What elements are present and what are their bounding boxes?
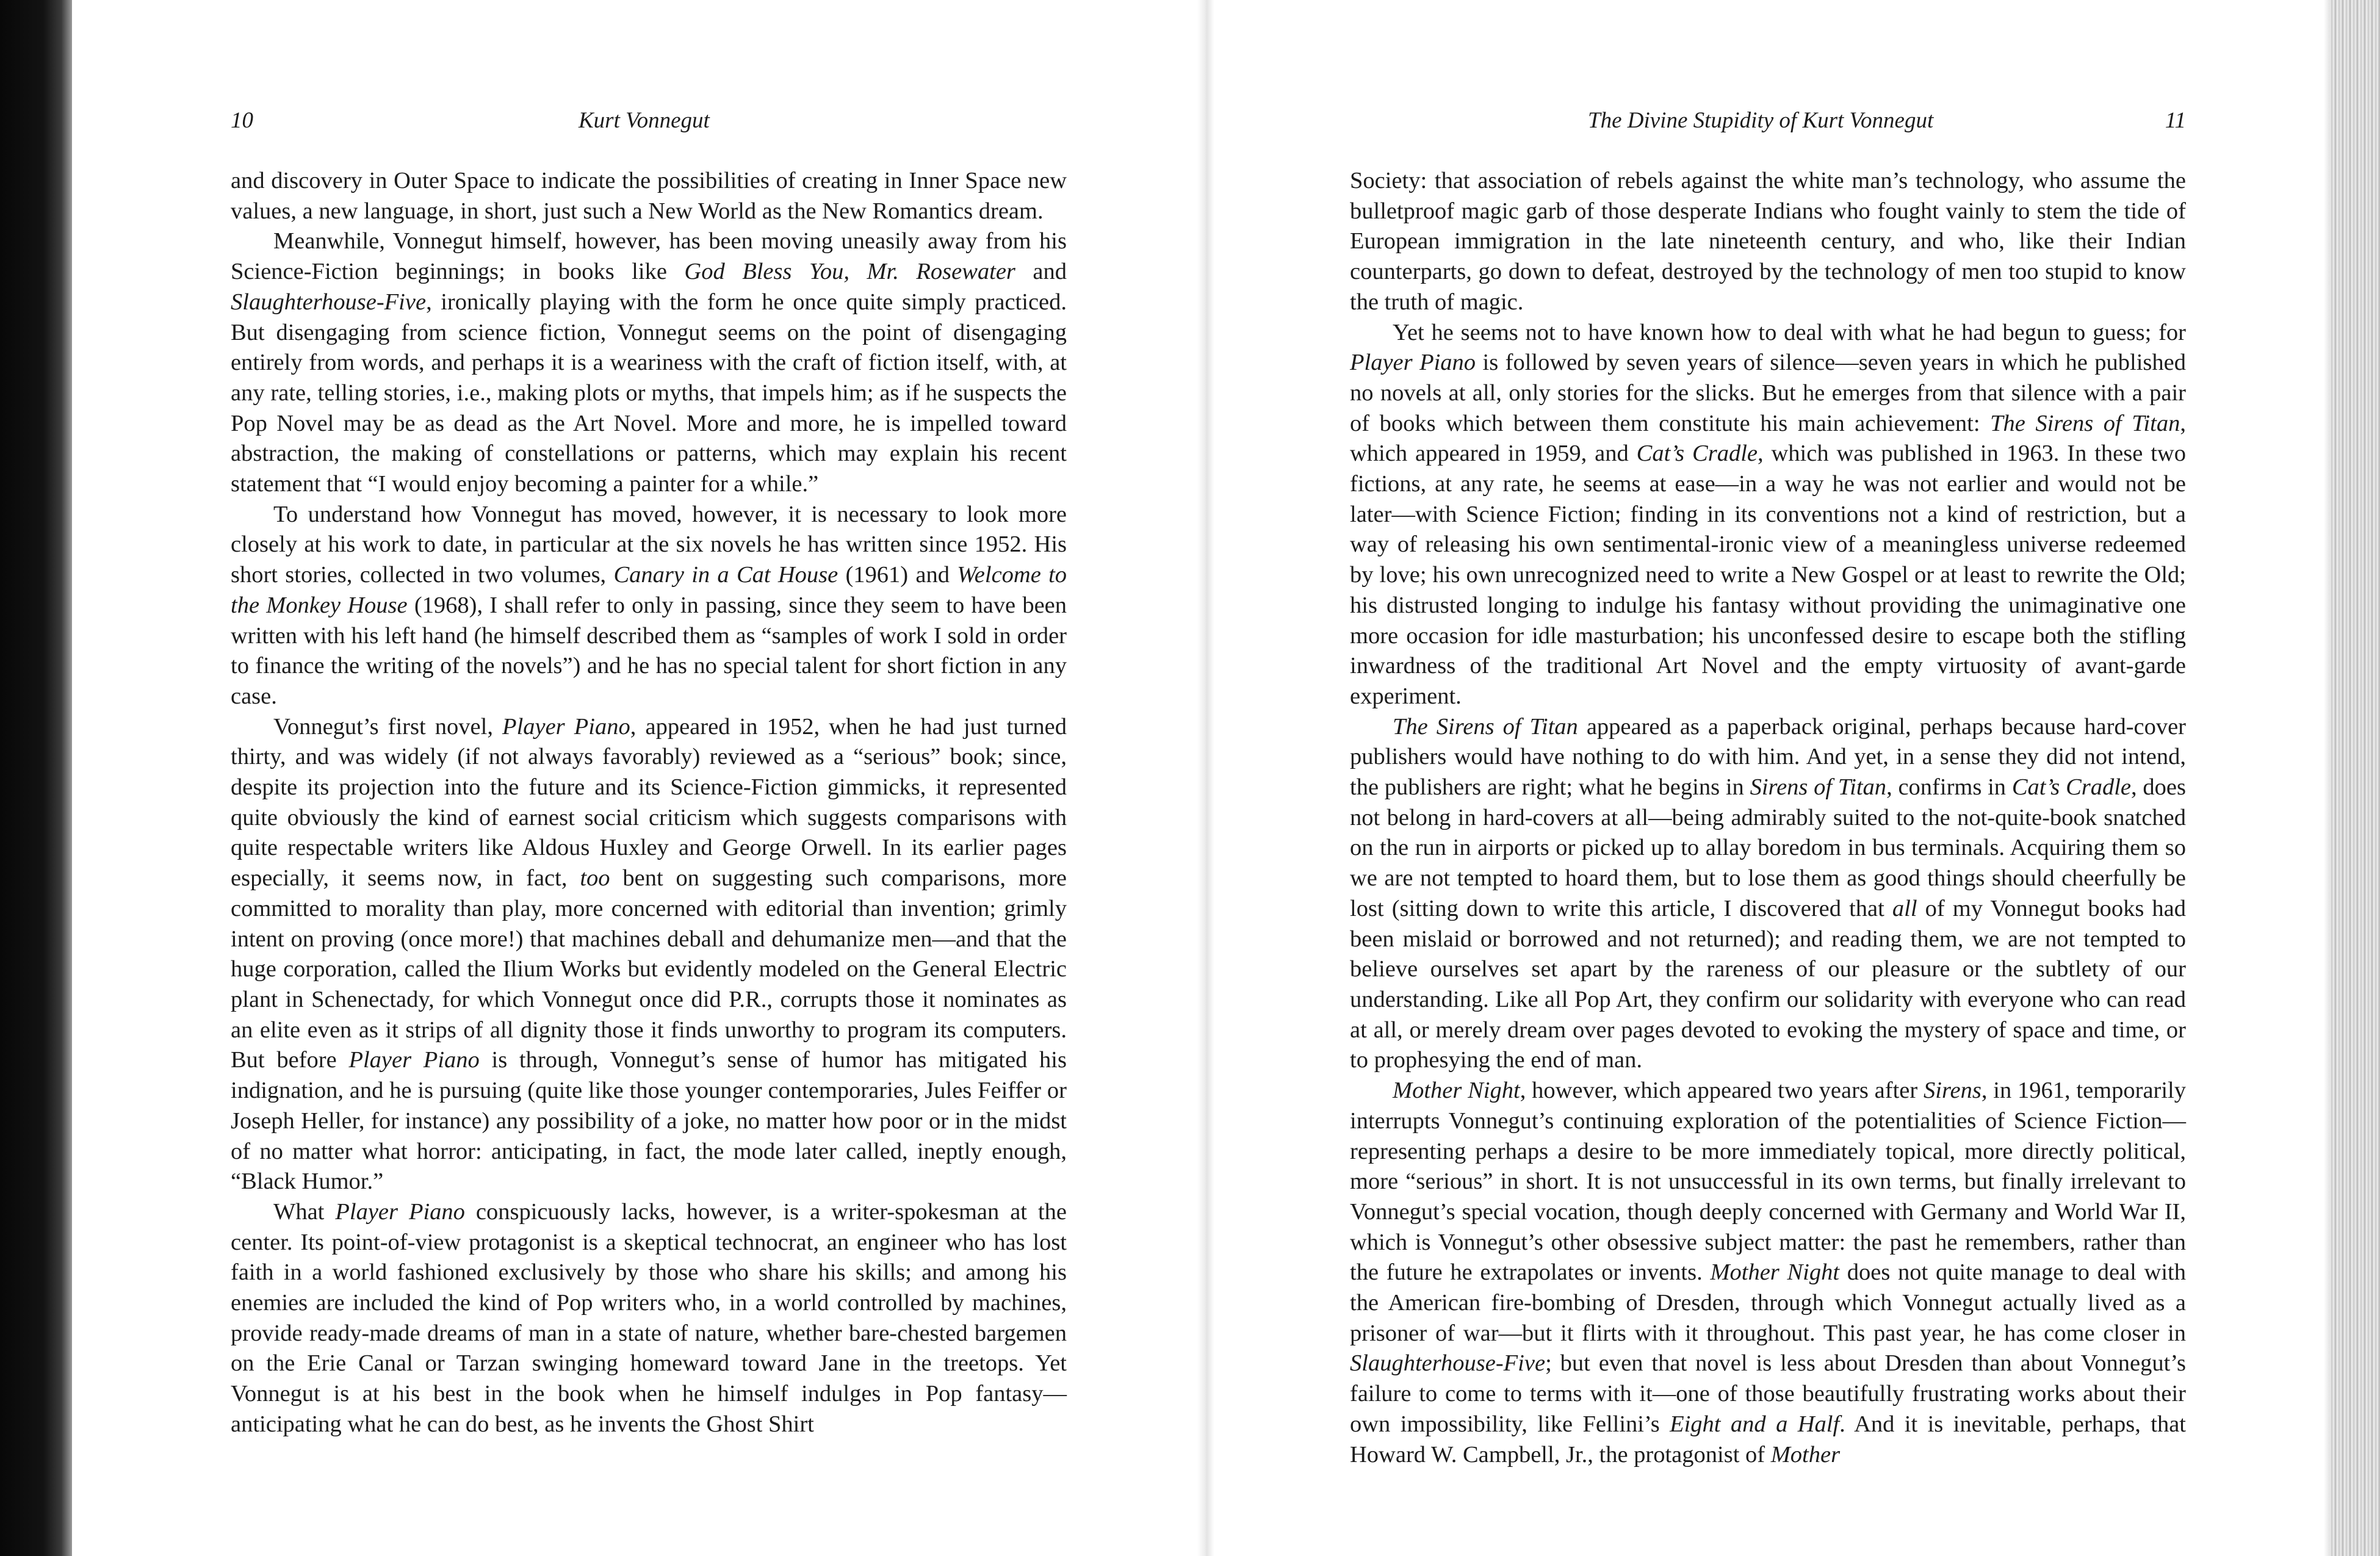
text-run: Yet he seems not to have known how to deal with what he had begun to guess; for <box>1393 319 2186 345</box>
italic-title: Player Piano <box>335 1198 465 1225</box>
text-run: of my Vonnegut books had been mislaid or borrowed and not returned); and reading them, we are not tempted to believe ourselves set apart by the rareness of our pleasure or the subtlety of our understanding. Like all Pop Art, they confirm our solidarity with everyone who can read at all, or merely dream over pages devoted to evoking the mystery of space and time, or to prophesying the end of man. <box>1350 895 2186 1073</box>
page-header <box>1350 103 2186 139</box>
italic-title: Slaughterhouse-Five <box>1350 1350 1546 1377</box>
page-number: 10 <box>231 108 253 133</box>
page-body <box>1350 166 2186 1470</box>
italic-title: Welcome to the Monkey House <box>231 562 1067 618</box>
paragraph <box>231 226 1067 499</box>
paragraph <box>1350 318 2186 712</box>
page-body <box>231 166 1067 1440</box>
italic-title: Sirens <box>1924 1078 1982 1104</box>
left-page <box>231 0 1067 1556</box>
text-run: and <box>1015 259 1067 285</box>
page-gutter <box>1197 0 1214 1556</box>
text-run: , appeared in 1952, when he had just turned thirty, and was widely (if not always favorably) reviewed as a “serious” book; since, despite its projection into the future and its Science-Fiction gimmicks, it represented quite obviously the kind of earnest social criticism which suggests comparisons with quite respectable writers like Aldous Huxley and George Orwell. In its earlier pages especially, it seems now, in fact, <box>231 713 1067 891</box>
italic-title: Slaughterhouse-Five <box>231 289 427 315</box>
italic-title: Cat’s Cradle <box>2011 774 2132 801</box>
text-run: does not quite manage to deal with the American fire-bombing of Dresden, through which Vonnegut actually lived as a prisoner of war—but it flirts with it throughout. This past year, he has come closer in <box>1350 1259 2186 1346</box>
page-number: 11 <box>2165 108 2186 133</box>
text-run: is followed by seven years of silence—seven years in which he published no novels at all, only stories for the slicks. But he emerges from that silence with a pair of books which between them constitute his main achievement: <box>1350 350 2186 436</box>
paragraph <box>231 1197 1067 1440</box>
text-run: ; but even that novel is less about Dresden than about Vonnegut’s failure to come to terms with it—one of those beautifully frustrating works about their own impossibility, like Fellini’s <box>1350 1350 2186 1437</box>
book-spine-shadow <box>0 0 72 1556</box>
text-run: (1961) and <box>838 562 957 588</box>
text-run: What <box>273 1198 336 1225</box>
text-run: conspicuously lacks, however, is a writer-spokesman at the center. Its point-of-view protagonist is a skeptical technocrat, an engineer who has lost faith in a world fashioned exclusively by those who share his skills; and among his enemies are included the kind of Pop writers who, in a world controlled by machines, provide ready-made dreams of man in a state of nature, whether bare-chested bargemen on the Erie Canal or Tarzan swinging homeward toward Jane in the treetops. Yet Vonnegut is at his best in the book when he himself indulges in Pop fantasy—anticipating what he can do best, as he invents the Ghost Shirt <box>231 1198 1067 1437</box>
italic-title: Player Piano <box>502 713 630 740</box>
italic-title: Eight and a Half <box>1670 1411 1840 1437</box>
text-run: , which appeared in 1959, and <box>1350 410 2186 467</box>
running-head: Kurt Vonnegut <box>579 108 710 133</box>
italic-title: too <box>580 865 610 891</box>
text-run: appeared as a paperback original, perhaps because hard-cover publishers would have nothing to do with him. And yet, in a sense they did not intend, the publishers are right; what he begins in <box>1350 713 2187 801</box>
italic-title: Sirens of Titan <box>1750 774 1887 801</box>
text-run: Society: that association of rebels against the white man’s technology, who assume the bulletproof magic garb of those desperate Indians who fought vainly to stem the tide of European immigration in the late nineteenth century, and who, like their Indian counterparts, go down to defeat, destroyed by the technology of men too stupid to know the truth of magic. <box>1350 168 2186 315</box>
text-run: , which was published in 1963. In these two fictions, at any rate, he seems at ease—in a way he was not earlier and would not be later—with Science Fiction; finding in its conventions not a kind of restriction, but a way of releasing his own sentimental-ironic view of a meaningless universe redeemed by love; his own unrecognized need to write a New Gospel or at least to rewrite the Old; his distrusted longing to indulge his fantasy without providing the unimaginative one more occasion for idle masturbation; his unconfessed desire to escape both the stifling inwardness of the traditional Art Novel and the empty virtuosity of avant-garde experiment. <box>1350 441 2186 709</box>
text-run: , does not belong in hard-covers at all—being admirably suited to the not-quite-book snatched on the run in airports or picked up to allay boredom in bus terminals. Acquiring them so we are not tempted to hoard them, but to lose them as good things should cheerfully be lost (sitting down to write this article, I discovered that <box>1350 774 2187 921</box>
text-run: To understand how Vonnegut has moved, however, it is necessary to look more closely at his work to date, in particular at the six novels he has written since 1952. His short stories, collected in two volumes, <box>231 501 1067 588</box>
text-run: . And it is inevitable, perhaps, that Howard W. Campbell, Jr., the protagonist of <box>1350 1411 2186 1468</box>
page-stack-edge <box>2330 0 2380 1556</box>
text-run: , ironically playing with the form he once quite simply practiced. But disengaging from science fiction, Vonnegut seems on the point of disengaging entirely from words, and perhaps it is a weariness with the craft of fiction itself, with, at any rate, telling stories, i.e., making plots or myths, that impels him; as if he suspects the Pop Novel may be as dead as the Art Novel. More and more, he is impelled toward abstraction, the making of constellations or patterns, which may explain his recent statement that “I would enjoy becoming a painter for a while.” <box>231 289 1067 497</box>
italic-title: Mother Night <box>1393 1078 1520 1104</box>
italic-title: Player Piano <box>1350 350 1476 376</box>
text-run: Meanwhile, Vonnegut himself, however, has been moving uneasily away from his Science-Fiction beginnings; in books like <box>231 228 1067 285</box>
italic-title: Mother Night <box>1710 1259 1840 1286</box>
paragraph <box>1350 166 2186 318</box>
italic-title: God Bless You, Mr. Rosewater <box>684 259 1015 285</box>
text-run: , however, which appeared two years after <box>1520 1078 1924 1104</box>
text-run: is through, Vonnegut’s sense of humor has mitigated his indignation, and he is pursuing (quite like those younger contemporaries, Jules Feiffer or Joseph Heller, for instance) any possibility of a joke, no matter how poor or in the midst of no matter what horror: anticipating, in fact, the mode later called, ineptly enough, “Black Humor.” <box>231 1047 1067 1195</box>
paragraph <box>1350 1076 2186 1470</box>
text-run: , confirms in <box>1886 774 2012 801</box>
italic-title: The Sirens of Titan <box>1990 410 2180 436</box>
right-page <box>1350 0 2186 1556</box>
italic-title: Canary in a Cat House <box>613 562 838 588</box>
paragraph <box>1350 712 2186 1076</box>
italic-title: Player Piano <box>348 1047 480 1073</box>
running-head: The Divine Stupidity of Kurt Vonnegut <box>1588 108 1934 133</box>
italic-title: Mother <box>1770 1441 1841 1468</box>
italic-title: all <box>1892 895 1917 921</box>
italic-title: Cat’s Cradle <box>1636 441 1758 467</box>
text-run: and discovery in Outer Space to indicate the possibilities of creating in Inner Space new values, a new language, in short, just such a New World as the New Romantics dream. <box>231 168 1067 224</box>
text-run: bent on suggesting such comparisons, more committed to morality than play, more concerned with editorial than invention; grimly intent on proving (once more!) that machines deball and dehumanize men—and that the huge corporation, called the Ilium Works but evidently modeled on the General Electric plant in Schenectady, for which Vonnegut once did P.R., corrupts those it nominates as an elite even as it strips of all dignity those it finds unworthy to program its computers. But before <box>231 865 1067 1073</box>
italic-title: The Sirens of Titan <box>1393 713 1578 740</box>
paragraph <box>231 712 1067 1197</box>
text-run: (1968), I shall refer to only in passing, since they seem to have been written with his left hand (he himself described them as “samples of work I sold in order to finance the writing of the novels”) and he has no special talent for short fiction in any case. <box>231 592 1067 709</box>
text-run: , in 1961, temporarily interrupts Vonnegut’s continuing exploration of the potentialities of Science Fiction—representing perhaps a desire to be more immediately topical, more directly political, more “serious” in short. It is not unsuccessful in its own terms, but finally irrelevant to Vonnegut’s special vocation, though deeply concerned with Germany and World War II, which is Vonnegut’s other obsessive subject matter: the past he remembers, rather than the future he extrapolates or invents. <box>1350 1078 2186 1286</box>
paragraph <box>231 500 1067 712</box>
text-run: Vonnegut’s first novel, <box>273 713 503 740</box>
page-header <box>231 103 1067 139</box>
paragraph <box>231 166 1067 226</box>
